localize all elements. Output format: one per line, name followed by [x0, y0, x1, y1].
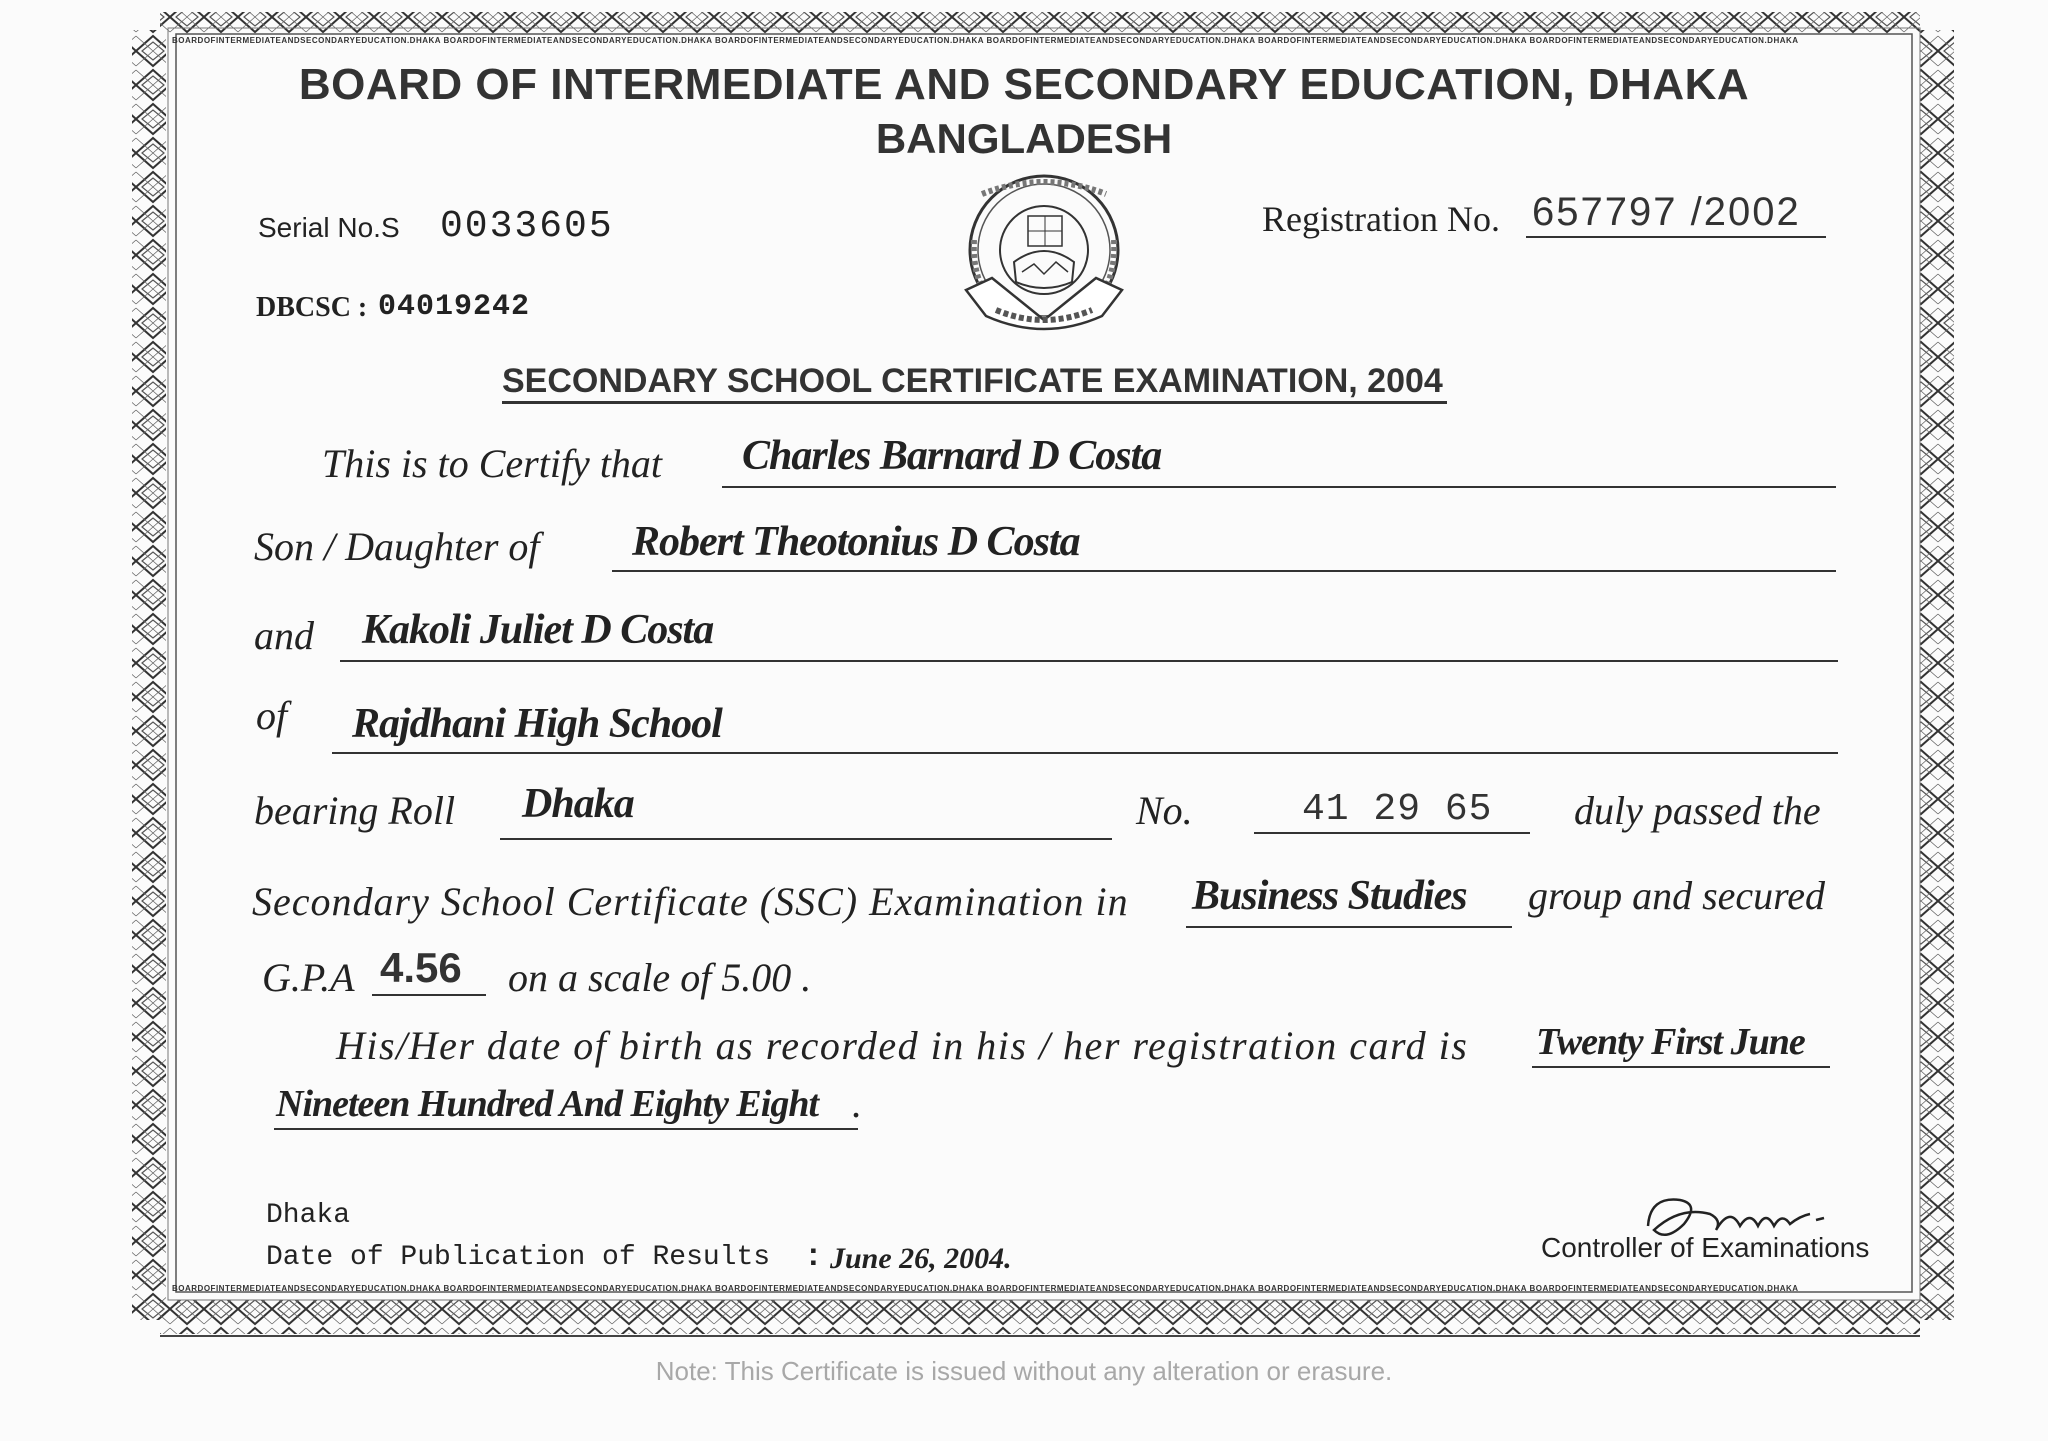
of-label: of [256, 693, 288, 738]
father-name: Robert Theotonius D Costa [632, 519, 1080, 565]
scale-label: on a scale of 5.00 . [508, 955, 812, 1000]
certificate-note: Note: This Certificate is issued without any alteration or erasure. [655, 1356, 1393, 1386]
dob-underline-2 [274, 1128, 858, 1130]
candidate-name: Charles Barnard D Costa [742, 433, 1162, 479]
publication-date: June 26, 2004. [830, 1242, 1012, 1275]
father-underline [612, 570, 1836, 572]
registration-underline [1526, 236, 1826, 238]
board-country: BANGLADESH [875, 115, 1173, 162]
publication-colon: : [808, 1236, 819, 1272]
and-label: and [254, 613, 314, 658]
board-seal-emblem [952, 170, 1138, 340]
dob-label: His/Her date of birth as recorded in his / her registration card is [336, 1023, 1469, 1068]
serial-number: 0033605 [440, 205, 614, 248]
dob-line-1: Twenty First June [1536, 1021, 1805, 1063]
passed-label: duly passed the [1574, 788, 1821, 833]
publication-label: Date of Publication of Results [266, 1242, 771, 1273]
school-name: Rajdhani High School [352, 701, 722, 747]
controller-title: Controller of Examinations [1541, 1232, 1870, 1263]
mother-name: Kakoli Juliet D Costa [362, 607, 714, 653]
number-label: No. [1136, 788, 1193, 833]
gpa-label: G.P.A [262, 955, 355, 1000]
parent-label: Son / Daughter of [254, 524, 540, 569]
exam-line-label: Secondary School Certificate (SSC) Examination in [252, 879, 1129, 924]
gpa-underline [372, 994, 486, 996]
serial-label: Serial No.S [258, 212, 400, 243]
exam-title: SECONDARY SCHOOL CERTIFICATE EXAMINATION, 2004 [502, 362, 1447, 404]
roll-label: bearing Roll [254, 788, 456, 833]
registration-number: 657797 /2002 [1532, 190, 1801, 234]
gpa-value: 4.56 [380, 944, 462, 991]
dbcsc-label: DBCSC : [256, 292, 368, 323]
exam-group: Business Studies [1192, 873, 1467, 919]
dob-end: . [852, 1081, 862, 1126]
board-title: BOARD OF INTERMEDIATE AND SECONDARY EDUCATION, DHAKA [298, 60, 1750, 109]
registration-label: Registration No. [1262, 199, 1500, 239]
dob-underline-1 [1532, 1066, 1830, 1068]
school-underline [332, 752, 1838, 754]
group-label: group and secured [1528, 873, 1825, 918]
dob-line-2: Nineteen Hundred And Eighty Eight [276, 1083, 819, 1125]
roll-center-underline [500, 838, 1112, 840]
border-microtext-top: BOARDOFINTERMEDIATEANDSECONDARYEDUCATION.DHAKA BOARDOFINTERMEDIATEANDSECONDARYEDUCATION.DHAKA BOARDOFINTERMEDIATEANDSECONDARYEDUCATION.DHAKA BOARDOFINTERMEDIATEANDSECONDARYEDUCATION.DHAKA BOARDOFINTERMEDIATEANDSECONDARYEDUCATION.DHAKA BOARDOFINTERMEDIATEANDSECONDARYEDUCATION.DHAKA [172, 36, 1799, 45]
place-label: Dhaka [266, 1200, 351, 1231]
certify-label: This is to Certify that [322, 441, 663, 486]
roll-center: Dhaka [522, 781, 634, 827]
group-underline [1186, 926, 1512, 928]
roll-number: 41 29 65 [1302, 788, 1493, 831]
dbcsc-number: 04019242 [378, 290, 531, 324]
mother-underline [340, 660, 1838, 662]
border-microtext-bottom: BOARDOFINTERMEDIATEANDSECONDARYEDUCATION.DHAKA BOARDOFINTERMEDIATEANDSECONDARYEDUCATION.DHAKA BOARDOFINTERMEDIATEANDSECONDARYEDUCATION.DHAKA BOARDOFINTERMEDIATEANDSECONDARYEDUCATION.DHAKA BOARDOFINTERMEDIATEANDSECONDARYEDUCATION.DHAKA BOARDOFINTERMEDIATEANDSECONDARYEDUCATION.DHAKA [172, 1284, 1799, 1293]
roll-number-underline [1254, 832, 1530, 834]
name-underline [722, 486, 1836, 488]
